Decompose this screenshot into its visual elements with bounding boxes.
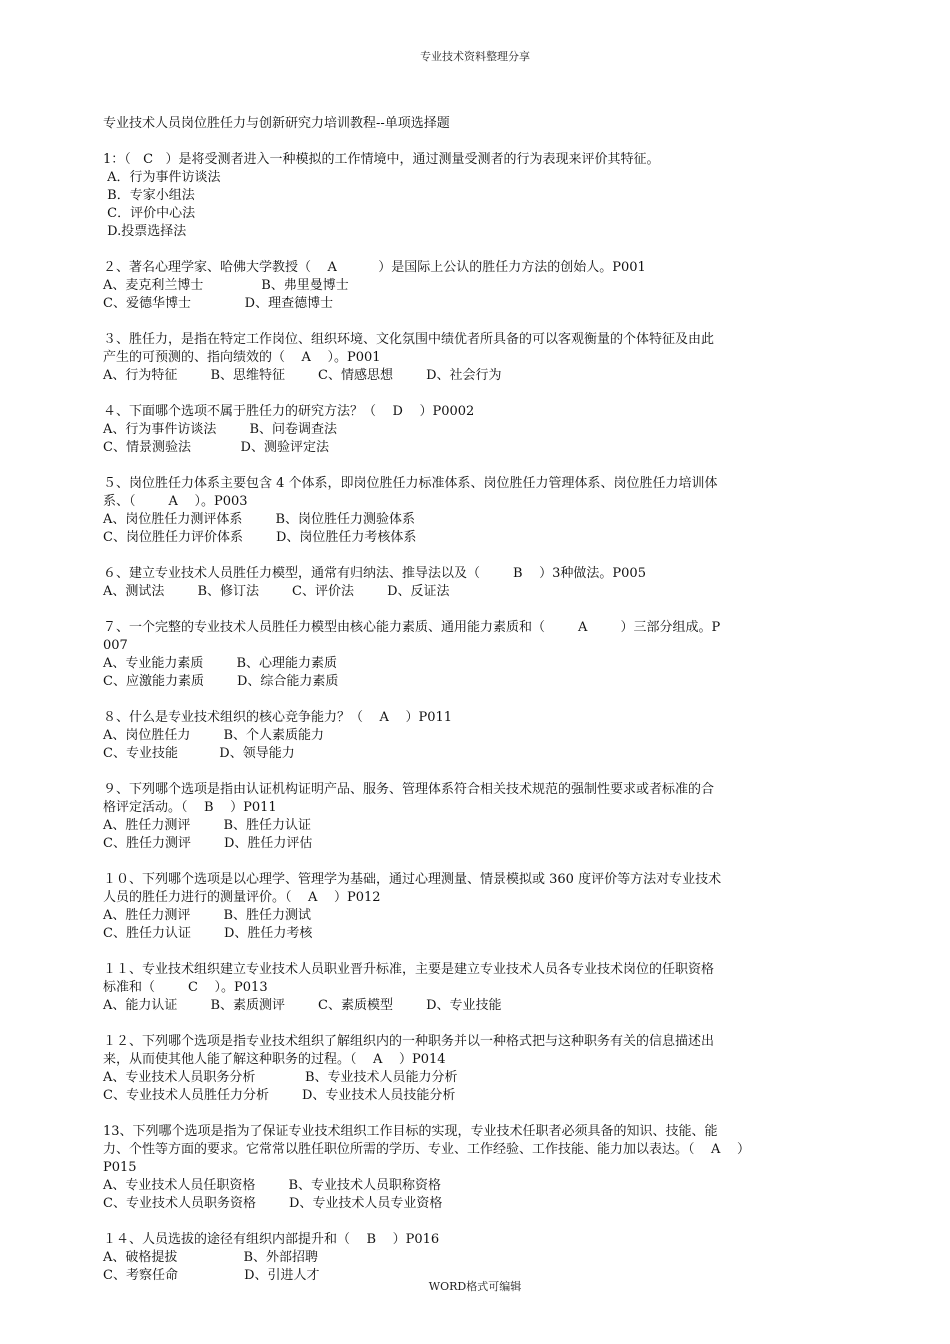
question-stem-line: 标准和（ C ）。P013 bbox=[103, 980, 268, 995]
question-block bbox=[103, 403, 855, 475]
question-block bbox=[103, 151, 855, 259]
answer-options-line: A、专业技术人员任职资格 B、专业技术人员职称资格 bbox=[103, 1178, 442, 1193]
question-block bbox=[103, 1033, 855, 1123]
blank-line bbox=[103, 1015, 855, 1033]
question-stem-line: ５、岗位胜任力体系主要包含 4 个体系，即岗位胜任力标准体系、岗位胜任力管理体系、岗位胜任力培训体 bbox=[103, 476, 718, 491]
answer-options-line: C、岗位胜任力评价体系 D、岗位胜任力考核体系 bbox=[103, 530, 417, 545]
blank-line bbox=[103, 691, 855, 709]
question-block bbox=[103, 709, 855, 781]
question-stem-line: ７、一个完整的专业技术人员胜任力模型由核心能力素质、通用能力素质和（ A ）三部分组成。P bbox=[103, 620, 721, 635]
answer-options-line: D.投票选择法 bbox=[103, 224, 187, 239]
question-block bbox=[103, 259, 855, 331]
answer-options-line: A、专业能力素质 B、心理能力素质 bbox=[103, 656, 338, 671]
blank-line bbox=[103, 943, 855, 961]
question-stem-line: １１、专业技术组织建立专业技术人员职业晋升标准，主要是建立专业技术人员各专业技术岗位的任职资格 bbox=[103, 962, 715, 977]
answer-options-line: A、行为特征 B、思维特征 C、情感思想 D、社会行为 bbox=[103, 368, 502, 383]
question-block bbox=[103, 475, 855, 565]
question-block bbox=[103, 1231, 855, 1285]
question-block bbox=[103, 619, 855, 709]
answer-options-line: A、能力认证 B、素质测评 C、素质模型 D、专业技能 bbox=[103, 998, 502, 1013]
question-stem-line: ４、下面哪个选项不属于胜任力的研究方法？（ D ）P0002 bbox=[103, 404, 475, 419]
answer-options-line: C、考察任命 D、引进人才 bbox=[103, 1268, 320, 1283]
answer-options-line: C、应激能力素质 D、综合能力素质 bbox=[103, 674, 339, 689]
question-stem-line: P015 bbox=[103, 1160, 137, 1175]
answer-options-line: A、行为事件访谈法 B、问卷调查法 bbox=[103, 422, 338, 437]
question-block bbox=[103, 331, 855, 403]
document-title: 专业技术人员岗位胜任力与创新研究力培训教程--单项选择题 bbox=[103, 116, 450, 131]
blank-line bbox=[103, 241, 855, 259]
question-stem-line: 格评定活动。（ B ）P011 bbox=[103, 800, 277, 815]
question-block bbox=[103, 871, 855, 961]
answer-options-line: C．评价中心法 bbox=[103, 206, 196, 221]
answer-options-line: C、专业技术人员职务资格 D、专业技术人员专业资格 bbox=[103, 1196, 443, 1211]
answer-options-line: C、专业技术人员胜任力分析 D、专业技术人员技能分析 bbox=[103, 1088, 456, 1103]
answer-options-line: A、胜任力测评 B、胜任力测试 bbox=[103, 908, 312, 923]
question-stem-line: １０、下列哪个选项是以心理学、管理学为基础，通过心理测量、情景模拟或 360 度评价等方法对专业技术 bbox=[103, 872, 722, 887]
answer-options-line: A、岗位胜任力 B、个人素质能力 bbox=[103, 728, 325, 743]
answer-options-line: A．行为事件访谈法 bbox=[103, 170, 221, 185]
answer-options-line: A、麦克利兰博士 B、弗里曼博士 bbox=[103, 278, 349, 293]
blank-line bbox=[103, 313, 855, 331]
question-stem-line: 007 bbox=[103, 638, 128, 653]
question-stem-line: 系、（ A ）。P003 bbox=[103, 494, 248, 509]
question-stem-line: ３、胜任力，是指在特定工作岗位、组织环境、文化氛围中绩优者所具备的可以客观衡量的个体特征及由此 bbox=[103, 332, 715, 347]
answer-options-line: A、测试法 B、修订法 C、评价法 D、反证法 bbox=[103, 584, 450, 599]
page-header: 专业技术资料整理分享 bbox=[420, 50, 530, 63]
blank-line bbox=[103, 385, 855, 403]
answer-options-line: A、专业技术人员职务分析 B、专业技术人员能力分析 bbox=[103, 1070, 458, 1085]
answer-options-line: A、岗位胜任力测评体系 B、岗位胜任力测验体系 bbox=[103, 512, 416, 527]
blank-line bbox=[103, 853, 855, 871]
question-block bbox=[103, 565, 855, 619]
blank-line bbox=[103, 547, 855, 565]
question-stem-line: １２、下列哪个选项是指专业技术组织了解组织内的一种职务并以一种格式把与这种职务有关的信息描述出 bbox=[103, 1034, 715, 1049]
answer-options-line: B．专家小组法 bbox=[103, 188, 195, 203]
question-stem-line: ６、建立专业技术人员胜任力模型，通常有归纳法、推导法以及（ B ）3种做法。P005 bbox=[103, 566, 646, 581]
blank-line bbox=[103, 1213, 855, 1231]
question-block bbox=[103, 781, 855, 871]
blank-line bbox=[103, 763, 855, 781]
answer-options-line: C、情景测验法 D、测验评定法 bbox=[103, 440, 329, 455]
blank-line bbox=[103, 457, 855, 475]
question-stem-line: 力、个性等方面的要求。它常常以胜任职位所需的学历、专业、工作经验、工作技能、能力加以表达。（ A ） bbox=[103, 1142, 750, 1157]
answer-options-line: C、胜任力认证 D、胜任力考核 bbox=[103, 926, 313, 941]
page-footer: WORD格式可编辑 bbox=[428, 1280, 522, 1293]
question-stem-line: ９、下列哪个选项是指由认证机构证明产品、服务、管理体系符合相关技术规范的强制性要求或者标准的合 bbox=[103, 782, 715, 797]
question-stem-line: 1：（ C ）是将受测者进入一种模拟的工作情境中，通过测量受测者的行为表现来评价其特征。 bbox=[103, 152, 660, 167]
answer-options-line: A、胜任力测评 B、胜任力认证 bbox=[103, 818, 312, 833]
answer-options-line: C、爱德华博士 D、理查德博士 bbox=[103, 296, 334, 311]
question-block bbox=[103, 961, 855, 1033]
answer-options-line: C、专业技能 D、领导能力 bbox=[103, 746, 295, 761]
blank-line bbox=[103, 1105, 855, 1123]
question-stem-line: ８、什么是专业技术组织的核心竞争能力？（ A ）P011 bbox=[103, 710, 453, 725]
question-stem-line: 13、下列哪个选项是指为了保证专业技术组织工作目标的实现，专业技术任职者必须具备的知识、技能、能 bbox=[103, 1124, 718, 1139]
question-block bbox=[103, 1123, 855, 1231]
question-stem-line: １４、人员选拔的途径有组织内部提升和（ B ）P016 bbox=[103, 1232, 440, 1247]
question-stem-line: ２、著名心理学家、哈佛大学教授（ A ）是国际上公认的胜任力方法的创始人。P001 bbox=[103, 260, 646, 275]
question-stem-line: 产生的可预测的、指向绩效的（ A ）。P001 bbox=[103, 350, 381, 365]
blank-line bbox=[103, 601, 855, 619]
answer-options-line: A、破格提拔 B、外部招聘 bbox=[103, 1250, 319, 1265]
document-body bbox=[103, 79, 855, 1285]
question-stem-line: 来，从而使其他人能了解这种职务的过程。（ A ）P014 bbox=[103, 1052, 446, 1067]
answer-options-line: C、胜任力测评 D、胜任力评估 bbox=[103, 836, 313, 851]
question-stem-line: 人员的胜任力进行的测量评价。（ A ）P012 bbox=[103, 890, 381, 905]
